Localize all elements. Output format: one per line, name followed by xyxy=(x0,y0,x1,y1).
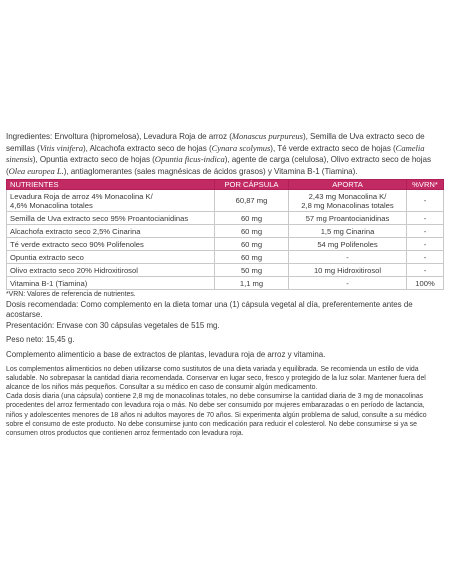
ingredients-segment: ), antiaglomerantes (sales magnésicas de ácidos grasos) y Vitamina B-1 (Tiamina). xyxy=(63,166,358,176)
cell-vrn: - xyxy=(407,251,444,264)
cell-provides-line1: 2,43 mg Monacolina K/ xyxy=(308,191,387,201)
header-nutrients: NUTRIENTES xyxy=(7,180,215,190)
cell-provides: 1,5 mg Cinarina xyxy=(289,225,407,238)
table-row xyxy=(7,225,444,238)
cell-nutrient: Opuntia extracto seco xyxy=(7,251,215,264)
cell-provides: 57 mg Proantocianidinas xyxy=(289,212,407,225)
botanical-name: Camelia sinensis xyxy=(6,142,425,165)
table-row xyxy=(7,277,444,290)
botanical-name: Cynara scolymus xyxy=(211,142,271,153)
cell-vrn: - xyxy=(407,190,444,212)
cell-per-capsule: 60 mg xyxy=(215,225,289,238)
ingredients-segment: ), agente de carga (celulosa), Olivo extracto seco de hojas ( xyxy=(6,155,431,176)
botanical-name: Olea europea L. xyxy=(8,165,64,176)
nutrition-table xyxy=(6,179,444,290)
cell-nutrient-line2: 4,6% Monacolina totales xyxy=(10,200,93,210)
cell-nutrient: Semilla de Uva extracto seco 95% Proantocianidinas xyxy=(7,212,215,225)
cell-per-capsule: 60,87 mg xyxy=(215,190,289,212)
ingredients-segment: ), Té verde extracto seco de hojas ( xyxy=(270,143,396,153)
botanical-name: Vitis vinifera xyxy=(39,142,83,153)
table-row xyxy=(7,212,444,225)
header-per-capsule: POR CÁPSULA xyxy=(215,180,289,190)
cell-provides: - xyxy=(289,277,407,290)
cell-nutrient: Alcachofa extracto seco 2,5% Cinarina xyxy=(7,225,215,238)
cell-provides: 54 mg Polifenoles xyxy=(289,238,407,251)
ingredients-segment: ), Opuntia extracto seco de hojas ( xyxy=(32,155,155,165)
table-row xyxy=(7,251,444,264)
ingredients-segment: Ingredientes: Envoltura (hipromelosa), Levadura Roja de arroz ( xyxy=(6,132,232,141)
botanical-name: Opuntia ficus-indica xyxy=(154,154,225,165)
botanical-name: Monascus purpureus xyxy=(231,131,303,141)
presentation: Presentación: Envase con 30 cápsulas vegetales de 515 mg. xyxy=(6,320,220,330)
cell-nutrient: Olivo extracto seco 20% Hidroxitirosol xyxy=(7,264,215,277)
ingredients-segment: ), Alcachofa extracto seco de hojas ( xyxy=(82,143,212,153)
cell-provides: 10 mg Hidroxitirosol xyxy=(289,264,407,277)
cell-vrn: - xyxy=(407,264,444,277)
vrn-footnote: *VRN: Valores de referencia de nutrientes. xyxy=(6,291,136,299)
table-row xyxy=(7,190,444,212)
cell-vrn: - xyxy=(407,238,444,251)
cell-vrn: - xyxy=(407,212,444,225)
cell-provides: - xyxy=(289,251,407,264)
header-provides: APORTA xyxy=(289,180,407,190)
cell-per-capsule: 1,1 mg xyxy=(215,277,289,290)
cell-per-capsule: 60 mg xyxy=(215,238,289,251)
product-info xyxy=(6,290,443,438)
cell-per-capsule: 60 mg xyxy=(215,212,289,225)
cell-nutrient-line1: Levadura Roja de arroz 4% Monacolina K/ xyxy=(10,191,153,201)
cell-nutrient: Té verde extracto seco 90% Polifenoles xyxy=(7,238,215,251)
table-row xyxy=(7,238,444,251)
general-warnings: Los complementos alimenticios no deben utilizarse como sustitutos de una dieta variada y equilibrada. Se recomienda un estilo de vida saludable. No sobrepasar la cantidad diaria recomendada. Conservar en lugar seco, fresco y protegido de la luz solar. Mantener fuera del alcance de los niños más pequeños. Consultar a su médico en caso de consumir algún medicamento. xyxy=(6,365,426,391)
cell-nutrient: Vitamina B-1 (Tiamina) xyxy=(7,277,215,290)
nutrition-table-header xyxy=(7,180,444,190)
label-text-block xyxy=(6,131,443,438)
table-row xyxy=(7,264,444,277)
cell-nutrient xyxy=(7,190,215,212)
cell-per-capsule: 50 mg xyxy=(215,264,289,277)
cell-vrn: 100% xyxy=(407,277,444,290)
ingredients-text xyxy=(6,131,443,177)
cell-vrn: - xyxy=(407,225,444,238)
product-description: Complemento alimenticio a base de extractos de plantas, levadura roja de arroz y vitamina. xyxy=(6,349,326,359)
cell-per-capsule: 60 mg xyxy=(215,251,289,264)
recommended-dose: Dosis recomendada: Como complemento en la dieta tomar una (1) cápsula vegetal al día, preferentemente antes de acostarse. xyxy=(6,299,413,320)
cell-provides xyxy=(289,190,407,212)
cell-provides-line2: 2,8 mg Monacolinas totales xyxy=(301,200,394,210)
header-vrn: %VRN* xyxy=(407,180,444,190)
ingredients-segment: ), Semilla de Uva extracto seco de semillas ( xyxy=(6,132,425,153)
monacolin-warnings: Cada dosis diaria (una cápsula) contiene 2,8 mg de monacolinas totales, no debe consumirse la cantidad diaria de 3 mg de monacolinas procedentes del arroz fermentado con levadura roja o más. No debe ser consumido por mujeres embarazadas o en período de lactancia, niños y adolescentes menores de 18 años ni adultos mayores de 70 años. Si experimenta algún problema de salud, consulte a su médico sobre el consumo de este producto. No debe consumirse junto con medicación para reducir el colesterol. No debe consumirse si ya se consumen otros productos que contienen arroz fermentado con levadura roja. xyxy=(6,393,427,437)
net-weight: Peso neto: 15,45 g. xyxy=(6,335,75,345)
